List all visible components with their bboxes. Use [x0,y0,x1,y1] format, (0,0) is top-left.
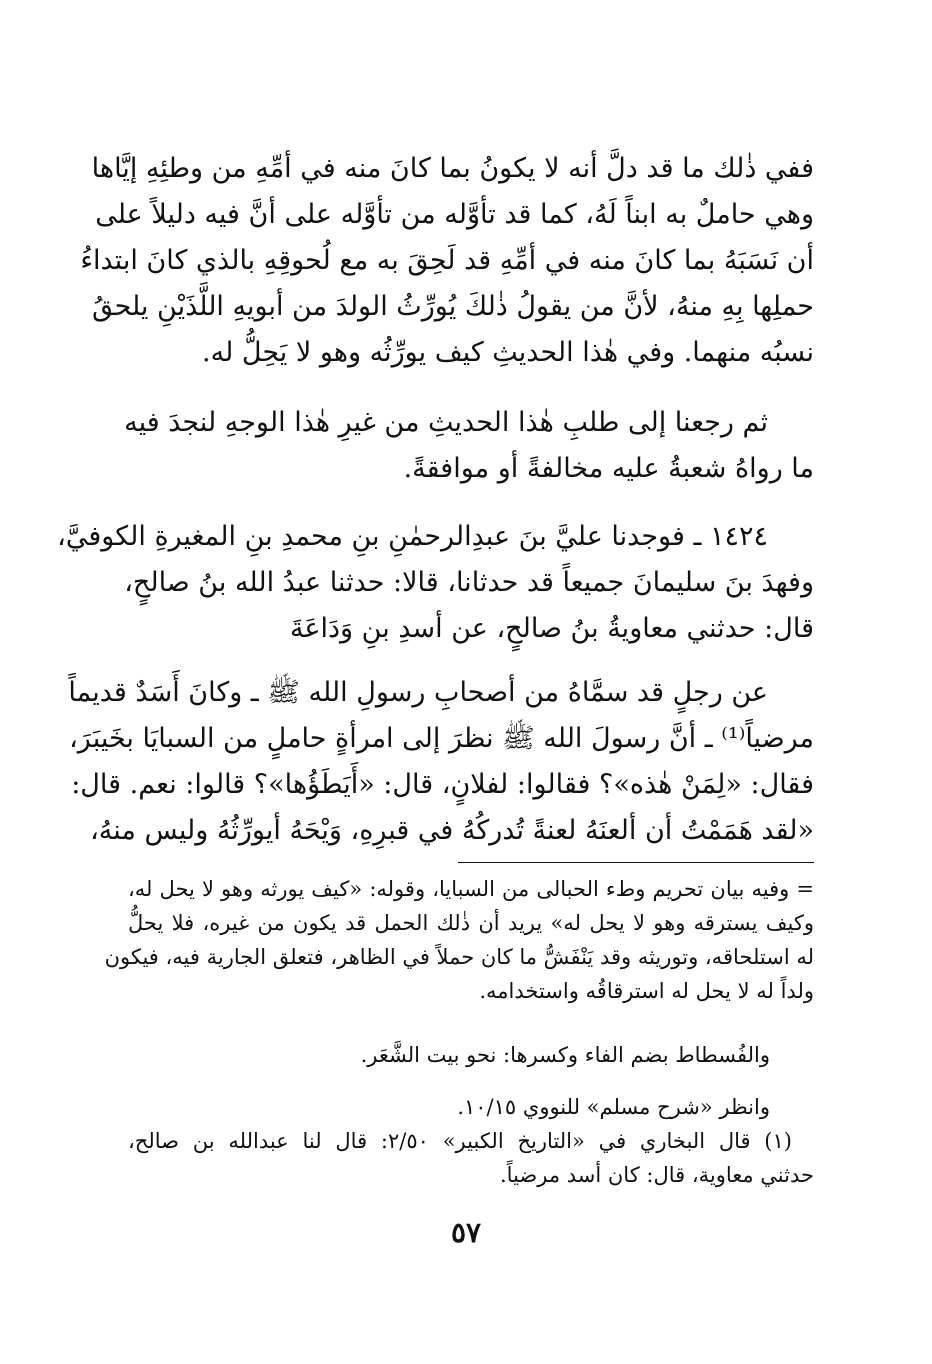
text-line: فقال: «لِمَنْ هٰذه»؟ فقالوا: لفلانٍ، قال: «أَيَطَؤُها»؟ قالوا: نعم. قال: [71,769,814,800]
text-line: مرضياً⁽¹⁾ ـ أنَّ رسولَ الله ﷺ نظرَ إلى امرأةٍ حاملٍ من السبايَا بخَيبَرَ، [69,723,814,754]
footnote-see-also [128,1090,814,1124]
text-line: ففي ذٰلك ما قد دلَّ أنه لا يكونُ بما كانَ منه في أمِّهِ من وطئِهِ إيَّاها [91,153,814,184]
footnote-line: = وفيه بيان تحريم وطء الحبالى من السبايا، وقوله: «كيف يورثه وهو لا يحل له، [128,877,814,901]
hadith-1424-isnad [57,514,814,652]
footnote-line: (١) قال البخاري في «التاريخ الكبير» ٢/٥٠: قال لنا عبدالله بن صالح، [128,1129,792,1153]
text-line: عن رجلٍ قد سمَّاهُ من أصحابِ رسولِ الله ﷺ ـ وكانَ أَسَدٌ قديماً [68,677,768,708]
text-line: حملِها بِهِ منهُ، لأنَّ من يقولُ ذٰلكَ يُورِّثُ الولدَ من أبويهِ اللَّذَيْنِ يلحقُ [92,291,814,322]
footnote-line: وانظر «شرح مسلم» للنووي ١٠/١٥. [457,1095,770,1119]
text-line: وهي حاملٌ به ابناً لَهُ، كما قد تأوَّله من تأوَّله على أنَّ فيه دليلاً على [95,199,814,230]
text-line: قال: حدثني معاويةُ بنُ صالحٍ، عن أسدِ بنِ وَدَاعَةَ [289,613,814,644]
footnote-divider [458,862,814,863]
footnote-fustat [128,1038,814,1072]
text-line: أن نَسَبَهُ بما كانَ منه في أمِّهِ قد لَحِقَ به مع لُحوقِهِ بالذي كانَ ابتداءُ [80,245,814,276]
footnote-1 [128,1124,814,1192]
footnote-line: وكيف يسترقه وهو لا يحل له» يريد أن ذٰلك الحمل قد يكون من غيره، فلا يحلُّ [128,911,814,935]
page-number: ٥٧ [450,1216,482,1249]
text-line: ما رواهُ شعبةُ عليه مخالفةً أو موافقةً. [403,453,814,484]
hadith-1424-matn [68,670,814,854]
text-line: وفهدَ بنَ سليمانَ جميعاً قد حدثانا، قالا: حدثنا عبدُ الله بنُ صالحٍ، [124,567,814,598]
footnote-continuation [104,872,814,1008]
paragraph-1 [80,146,814,376]
text-line: ثم رجعنا إلى طلبِ هٰذا الحديثِ من غيرِ هٰذا الوجهِ لنجدَ فيه [124,407,768,438]
paragraph-2 [124,400,814,492]
footnote-line: والفُسطاط بضم الفاء وكسرها: نحو بيت الشَّعَر. [360,1043,770,1067]
text-line: نسبُه منهما. وفي هٰذا الحديثِ كيف يورِّثُه وهو لا يَحِلُّ له. [202,337,814,368]
text-line: ١٤٢٤ ـ فوجدنا عليَّ بنَ عبدِالرحمٰنِ بنِ محمدِ بنِ المغيرةِ الكوفيَّ، [57,521,768,552]
footnote-line: حدثني معاوية، قال: كان أسد مرضياً. [500,1163,814,1187]
text-line: «لقد هَمَمْتُ أن ألعنَهُ لعنةً تُدركُهُ في قبرِهِ، وَيْحَهُ أيورِّثُهُ وليس منهُ، [90,815,814,846]
footnote-line: ولداً له لا يحل له استرقاقُه واستخدامه. [479,979,814,1003]
footnote-line: له استلحاقه، وتوريثه وقد يَنْفَشُّ ما كان حملاً في الظاهر، فتعلق الجارية فيه، فيكون [104,945,814,969]
